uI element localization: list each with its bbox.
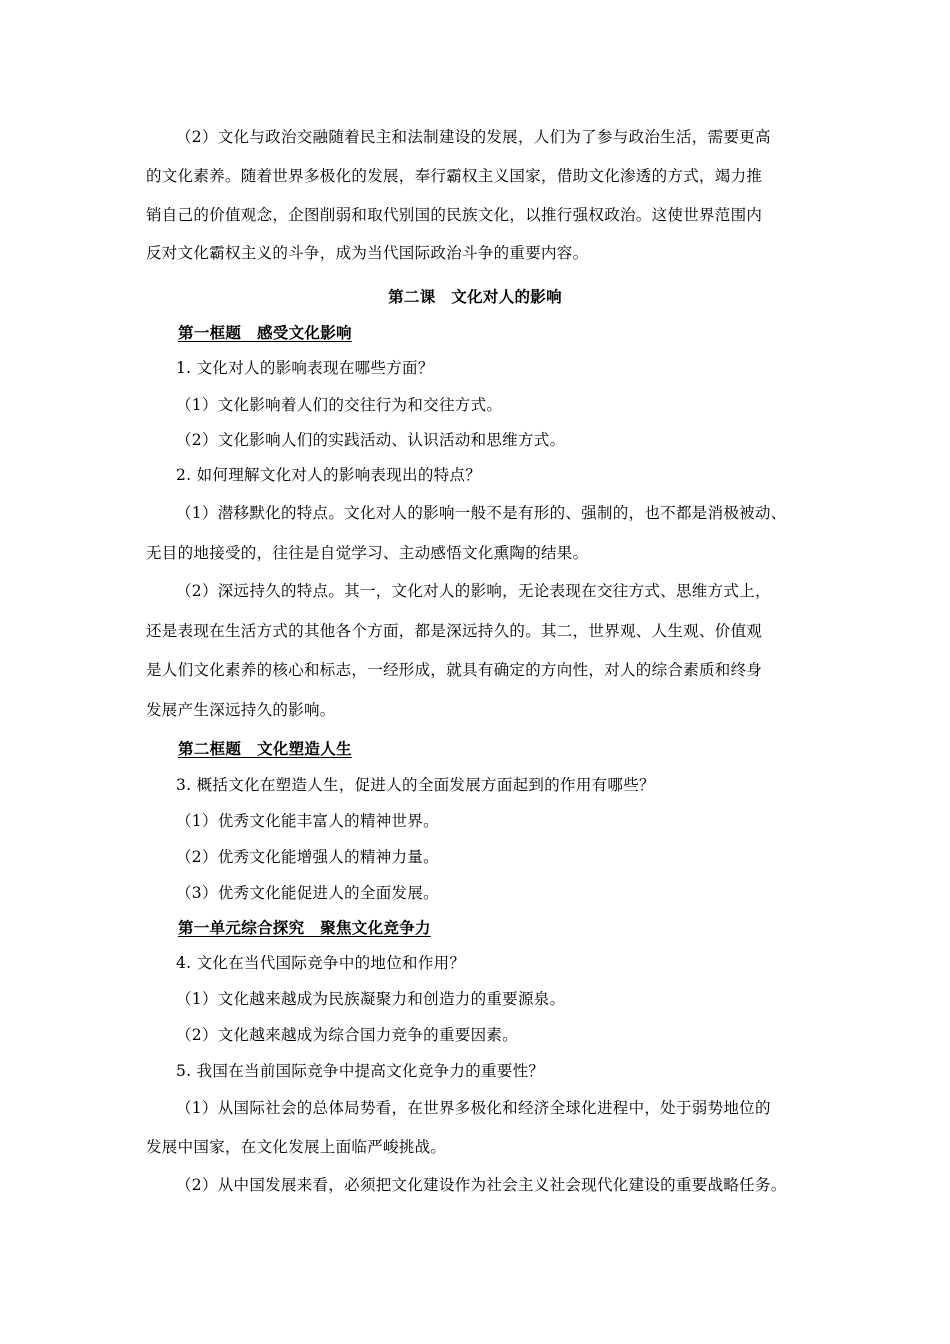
answer-line: （2）文化越来越成为综合国力竞争的重要因素。 [176, 1026, 518, 1044]
answer-line: （2）深远持久的特点。其一，文化对人的影响，无论表现在交往方式、思维方式上， [176, 582, 771, 600]
answer-line: 发展中国家，在文化发展上面临严峻挑战。 [146, 1138, 447, 1156]
paragraph-line: 销自己的价值观念，企图削弱和取代别国的民族文化，以推行强权政治。这使世界范围内 [146, 206, 763, 224]
question-line: 2. 如何理解文化对人的影响表现出的特点？ [176, 466, 482, 484]
answer-line: （2）文化影响人们的实践活动、认识活动和思维方式。 [176, 431, 566, 449]
answer-line: （1）优秀文化能丰富人的精神世界。 [176, 812, 439, 830]
answer-line: （3）优秀文化能促进人的全面发展。 [176, 884, 439, 902]
paragraph-line: 反对文化霸权主义的斗争，成为当代国际政治斗争的重要内容。 [146, 244, 589, 262]
answer-line: （2）从中国发展来看，必须把文化建设作为社会主义社会现代化建设的重要战略任务。 [176, 1176, 787, 1194]
answer-line: （1）潜移默化的特点。文化对人的影响一般不是有形的、强制的，也不都是消极被动、 [176, 504, 787, 522]
question-line: 5. 我国在当前国际竞争中提高文化竞争力的重要性？ [176, 1062, 545, 1080]
answer-line: 无目的地接受的，往往是自觉学习、主动感悟文化熏陶的结果。 [146, 544, 589, 562]
question-line: 3. 概括文化在塑造人生，促进人的全面发展方面起到的作用有哪些？ [176, 776, 655, 794]
question-line: 4. 文化在当代国际竞争中的地位和作用？ [176, 954, 466, 972]
section-heading: 第二框题 文化塑造人生 [178, 739, 352, 758]
paragraph-line: （2）文化与政治交融随着民主和法制建设的发展，人们为了参与政治生活，需要更高 [176, 128, 771, 146]
answer-line: （1）从国际社会的总体局势看，在世界多极化和经济全球化进程中，处于弱势地位的 [176, 1099, 771, 1117]
answer-line: 发展产生深远持久的影响。 [146, 701, 336, 719]
paragraph-line: 的文化素养。随着世界多极化的发展，奉行霸权主义国家，借助文化渗透的方式，竭力推 [146, 167, 763, 185]
answer-line: （1）文化影响着人们的交往行为和交往方式。 [176, 396, 503, 414]
answer-line: 是人们文化素养的核心和标志，一经形成，就具有确定的方向性，对人的综合素质和终身 [146, 661, 763, 679]
lesson-title: 第二课 文化对人的影响 [388, 287, 562, 306]
section-heading: 第一框题 感受文化影响 [178, 323, 352, 342]
answer-line: （1）文化越来越成为民族凝聚力和创造力的重要源泉。 [176, 990, 566, 1008]
answer-line: 还是表现在生活方式的其他各个方面，都是深远持久的。其二，世界观、人生观、价值观 [146, 622, 763, 640]
section-heading: 第一单元综合探究 聚焦文化竞争力 [178, 918, 431, 937]
question-line: 1. 文化对人的影响表现在哪些方面？ [176, 359, 434, 377]
answer-line: （2）优秀文化能增强人的精神力量。 [176, 848, 439, 866]
